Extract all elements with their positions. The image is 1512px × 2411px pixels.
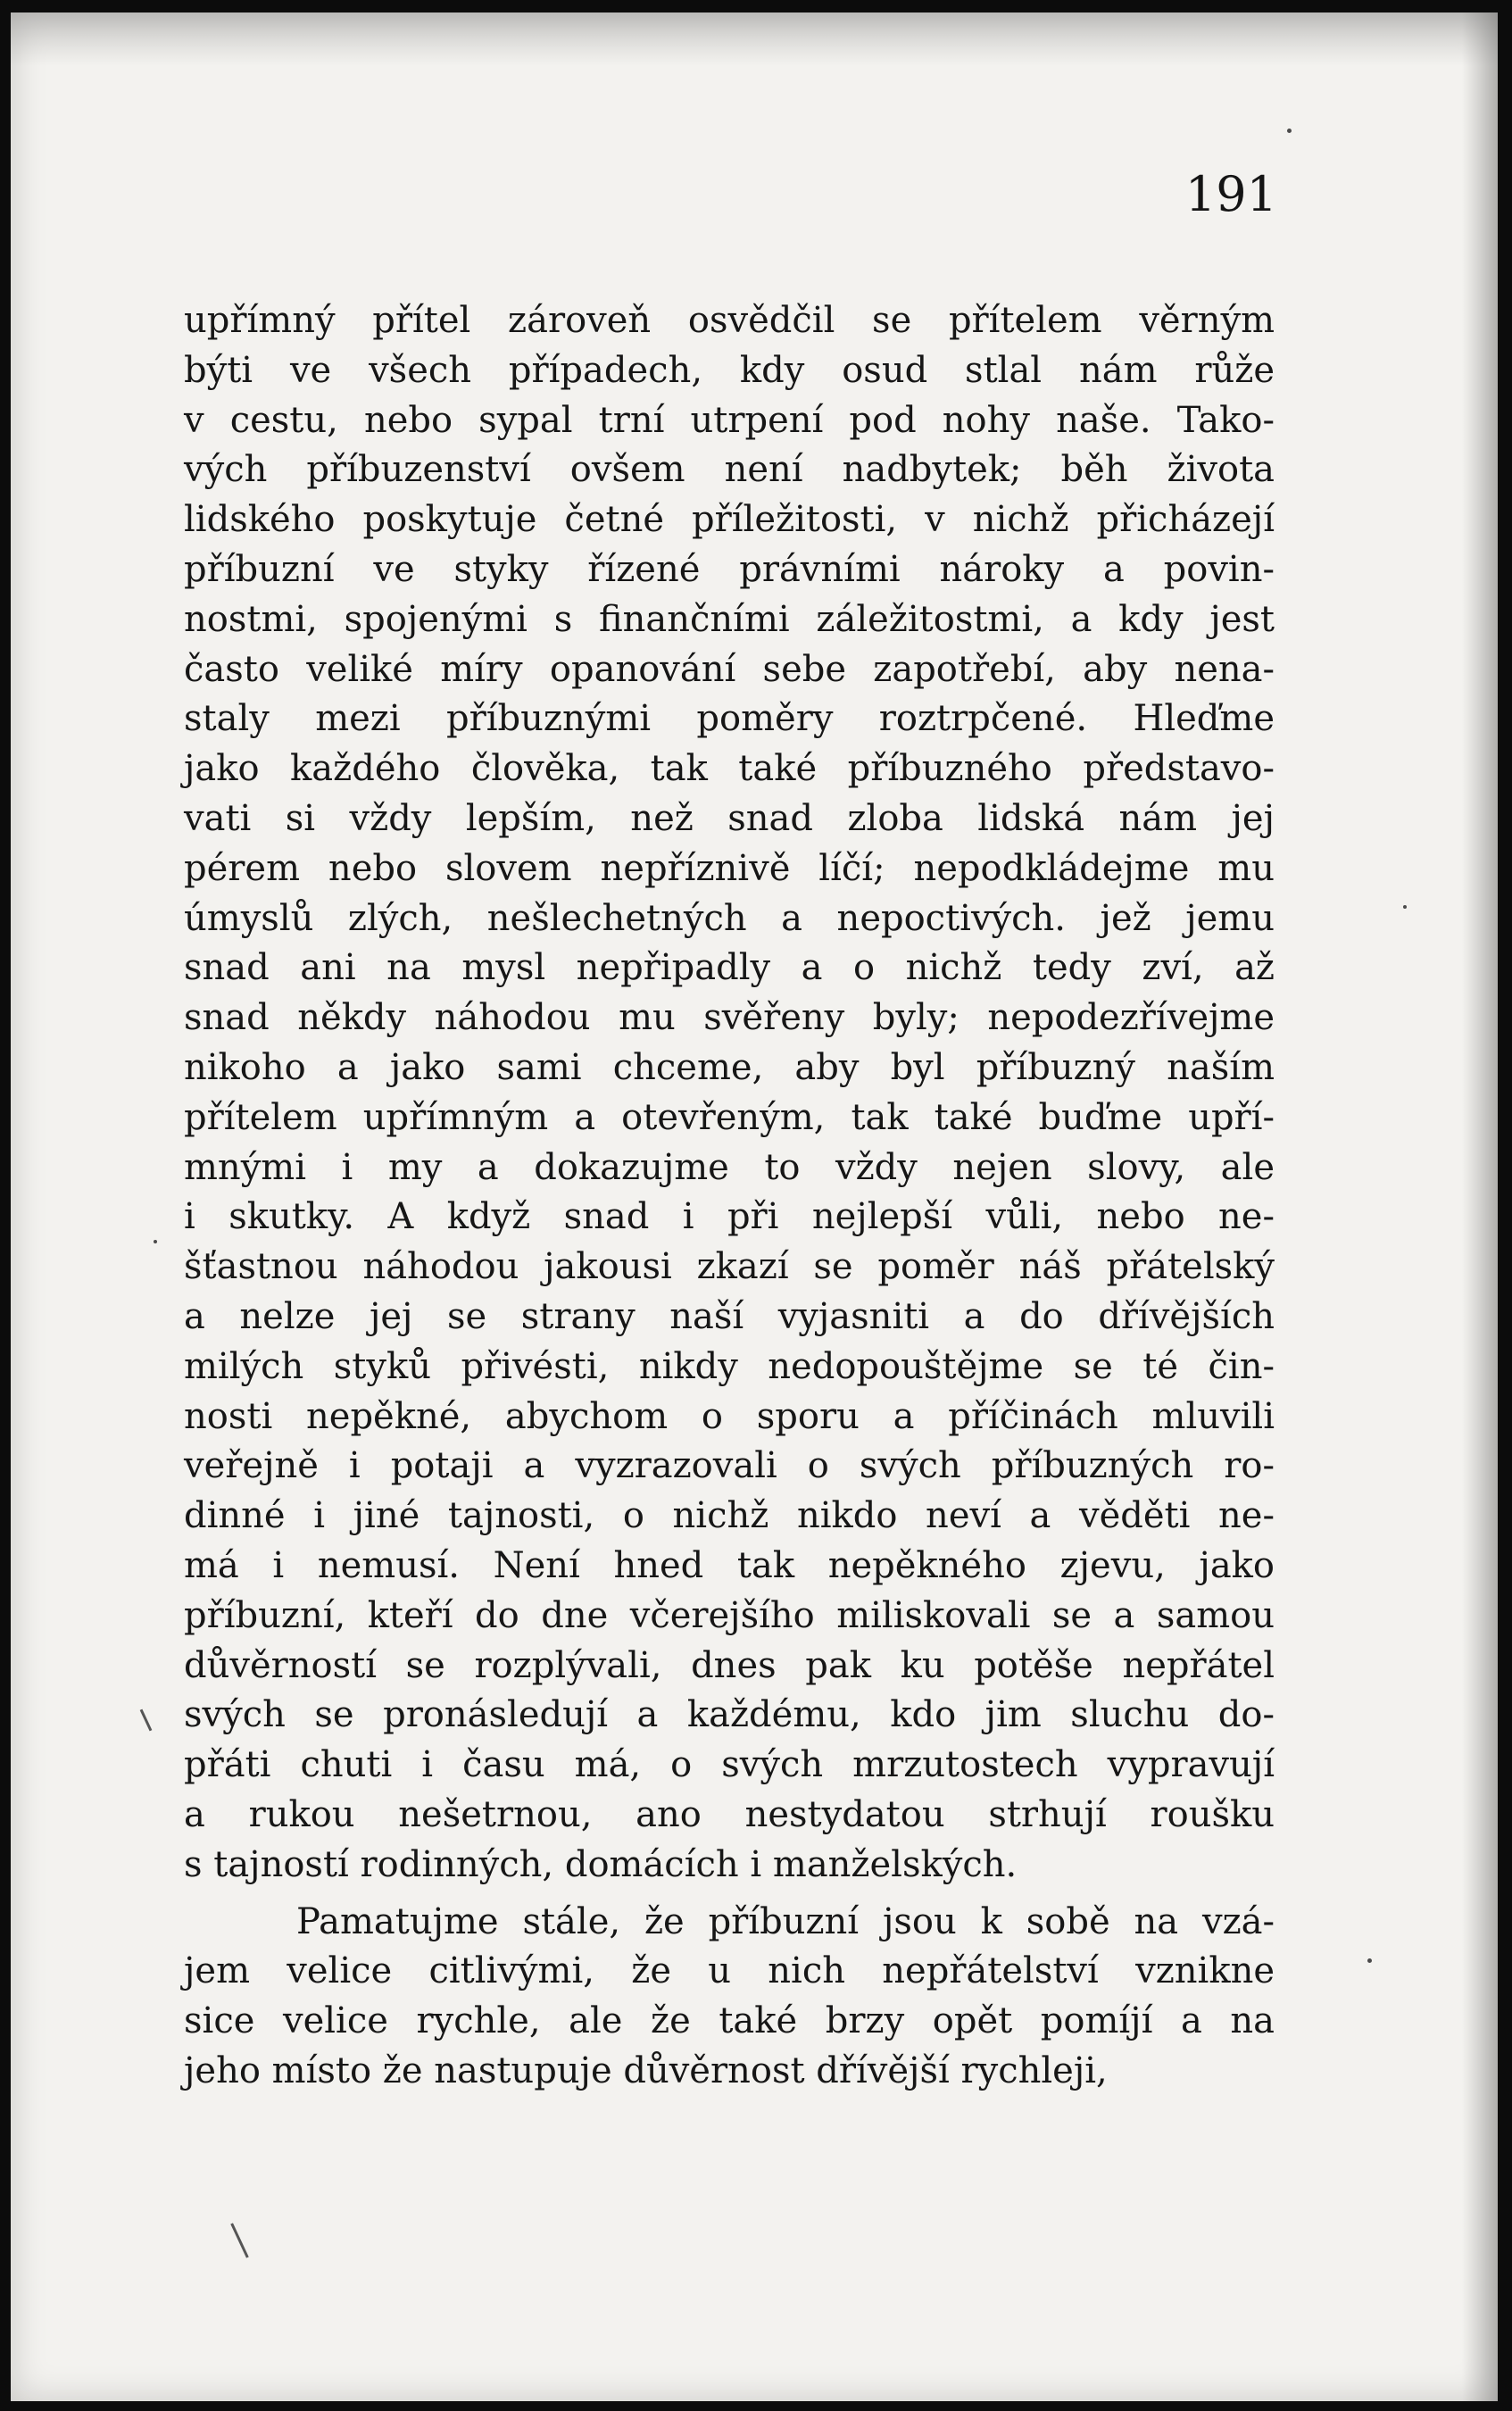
page-right-shadow — [1462, 12, 1498, 2401]
text-line: přítelem upřímným a otevřeným, tak také buďme upří- — [184, 1096, 1275, 1138]
scan-scratch — [140, 1709, 153, 1732]
text-line: i skutky. A když snad i při nejlepší vůli, nebo ne- — [184, 1196, 1275, 1238]
paragraph-2 — [184, 1898, 1275, 2097]
text-line: vati si vždy lepším, než snad zloba lidská nám jej — [184, 797, 1275, 839]
text-line: snad někdy náhodou mu svěřeny byly; nepodezřívejme — [184, 997, 1275, 1039]
text-line: a nelze jej se strany naší vyjasniti a do dřívějších — [184, 1295, 1275, 1337]
text-line: milých styků přivésti, nikdy nedopouštějme se té čin- — [184, 1345, 1275, 1387]
page-top-shadow — [11, 12, 1498, 66]
text-line: nostmi, spojenými s finančními záležitostmi, a kdy jest — [184, 598, 1275, 640]
text-line: příbuzní, kteří do dne včerejšího miliskovali se a samou — [184, 1594, 1275, 1636]
page-number: 191 — [1184, 166, 1277, 222]
text-line: mnými i my a dokazujme to vždy nejen slovy, ale — [184, 1146, 1275, 1188]
text-line: sice velice rychle, ale že také brzy opět pomíjí a na — [184, 2000, 1275, 2042]
paragraph-1 — [184, 296, 1275, 1891]
paragraph-gap — [184, 1891, 1275, 1898]
scan-speck — [1287, 129, 1292, 133]
text-line: má i nemusí. Není hned tak nepěkného zjevu, jako — [184, 1544, 1275, 1586]
text-line: pérem nebo slovem nepříznivě líčí; nepodkládejme mu — [184, 847, 1275, 889]
text-line: přáti chuti i času má, o svých mrzutostech vypravují — [184, 1744, 1275, 1786]
text-line: lidského poskytuje četné příležitosti, v nichž přicházejí — [184, 499, 1275, 541]
text-line: vých příbuzenství ovšem není nadbytek; běh života — [184, 449, 1275, 491]
text-line: s tajností rodinných, domácích i manželských. — [184, 1843, 1018, 1885]
text-line: veřejně i potaji a vyzrazovali o svých příbuzných ro- — [184, 1445, 1275, 1487]
scan-speck — [154, 1240, 157, 1243]
text-line: jako každého člověka, tak také příbuzného představo- — [184, 748, 1275, 790]
text-line: šťastnou náhodou jakousi zkazí se poměr náš přátelský — [184, 1246, 1275, 1288]
body-text — [184, 296, 1275, 2097]
text-line: důvěrností se rozplývali, dnes pak ku potěše nepřátel — [184, 1644, 1275, 1686]
scan-scratch — [230, 2223, 248, 2257]
text-line: staly mezi příbuznými poměry roztrpčené. Hleďme — [184, 698, 1275, 740]
text-line: nikoho a jako sami chceme, aby byl příbuzný naším — [184, 1046, 1275, 1088]
text-line: upřímný přítel zároveň osvědčil se přítelem věrným — [184, 300, 1275, 341]
text-line: svých se pronásledují a každému, kdo jim sluchu do- — [184, 1694, 1275, 1736]
text-line: příbuzní ve styky řízené právními nároky a povin- — [184, 548, 1275, 590]
text-line: Pamatujme stále, že příbuzní jsou k sobě na vzá- — [296, 1900, 1275, 1942]
scanned-page — [11, 12, 1498, 2401]
text-line: v cestu, nebo sypal trní utrpení pod nohy naše. Tako- — [184, 399, 1275, 441]
text-line: dinné i jiné tajnosti, o nichž nikdo neví a věděti ne- — [184, 1495, 1275, 1537]
text-line: býti ve všech případech, kdy osud stlal nám růže — [184, 349, 1275, 391]
scan-speck — [1367, 1958, 1372, 1963]
text-line: nosti nepěkné, abychom o sporu a příčinách mluvili — [184, 1395, 1275, 1437]
text-line: jeho místo že nastupuje důvěrnost dřívější rychleji, — [184, 2049, 1108, 2091]
scan-speck — [1403, 905, 1407, 909]
text-line: jem velice citlivými, že u nich nepřátelství vznikne — [184, 1950, 1275, 1992]
text-line: často veliké míry opanování sebe zapotřebí, aby nena- — [184, 648, 1275, 690]
text-line: a rukou nešetrnou, ano nestydatou strhují roušku — [184, 1793, 1275, 1835]
text-line: snad ani na mysl nepřipadly a o nichž tedy zví, až — [184, 947, 1275, 989]
text-line: úmyslů zlých, nešlechetných a nepoctivých. jež jemu — [184, 897, 1275, 939]
